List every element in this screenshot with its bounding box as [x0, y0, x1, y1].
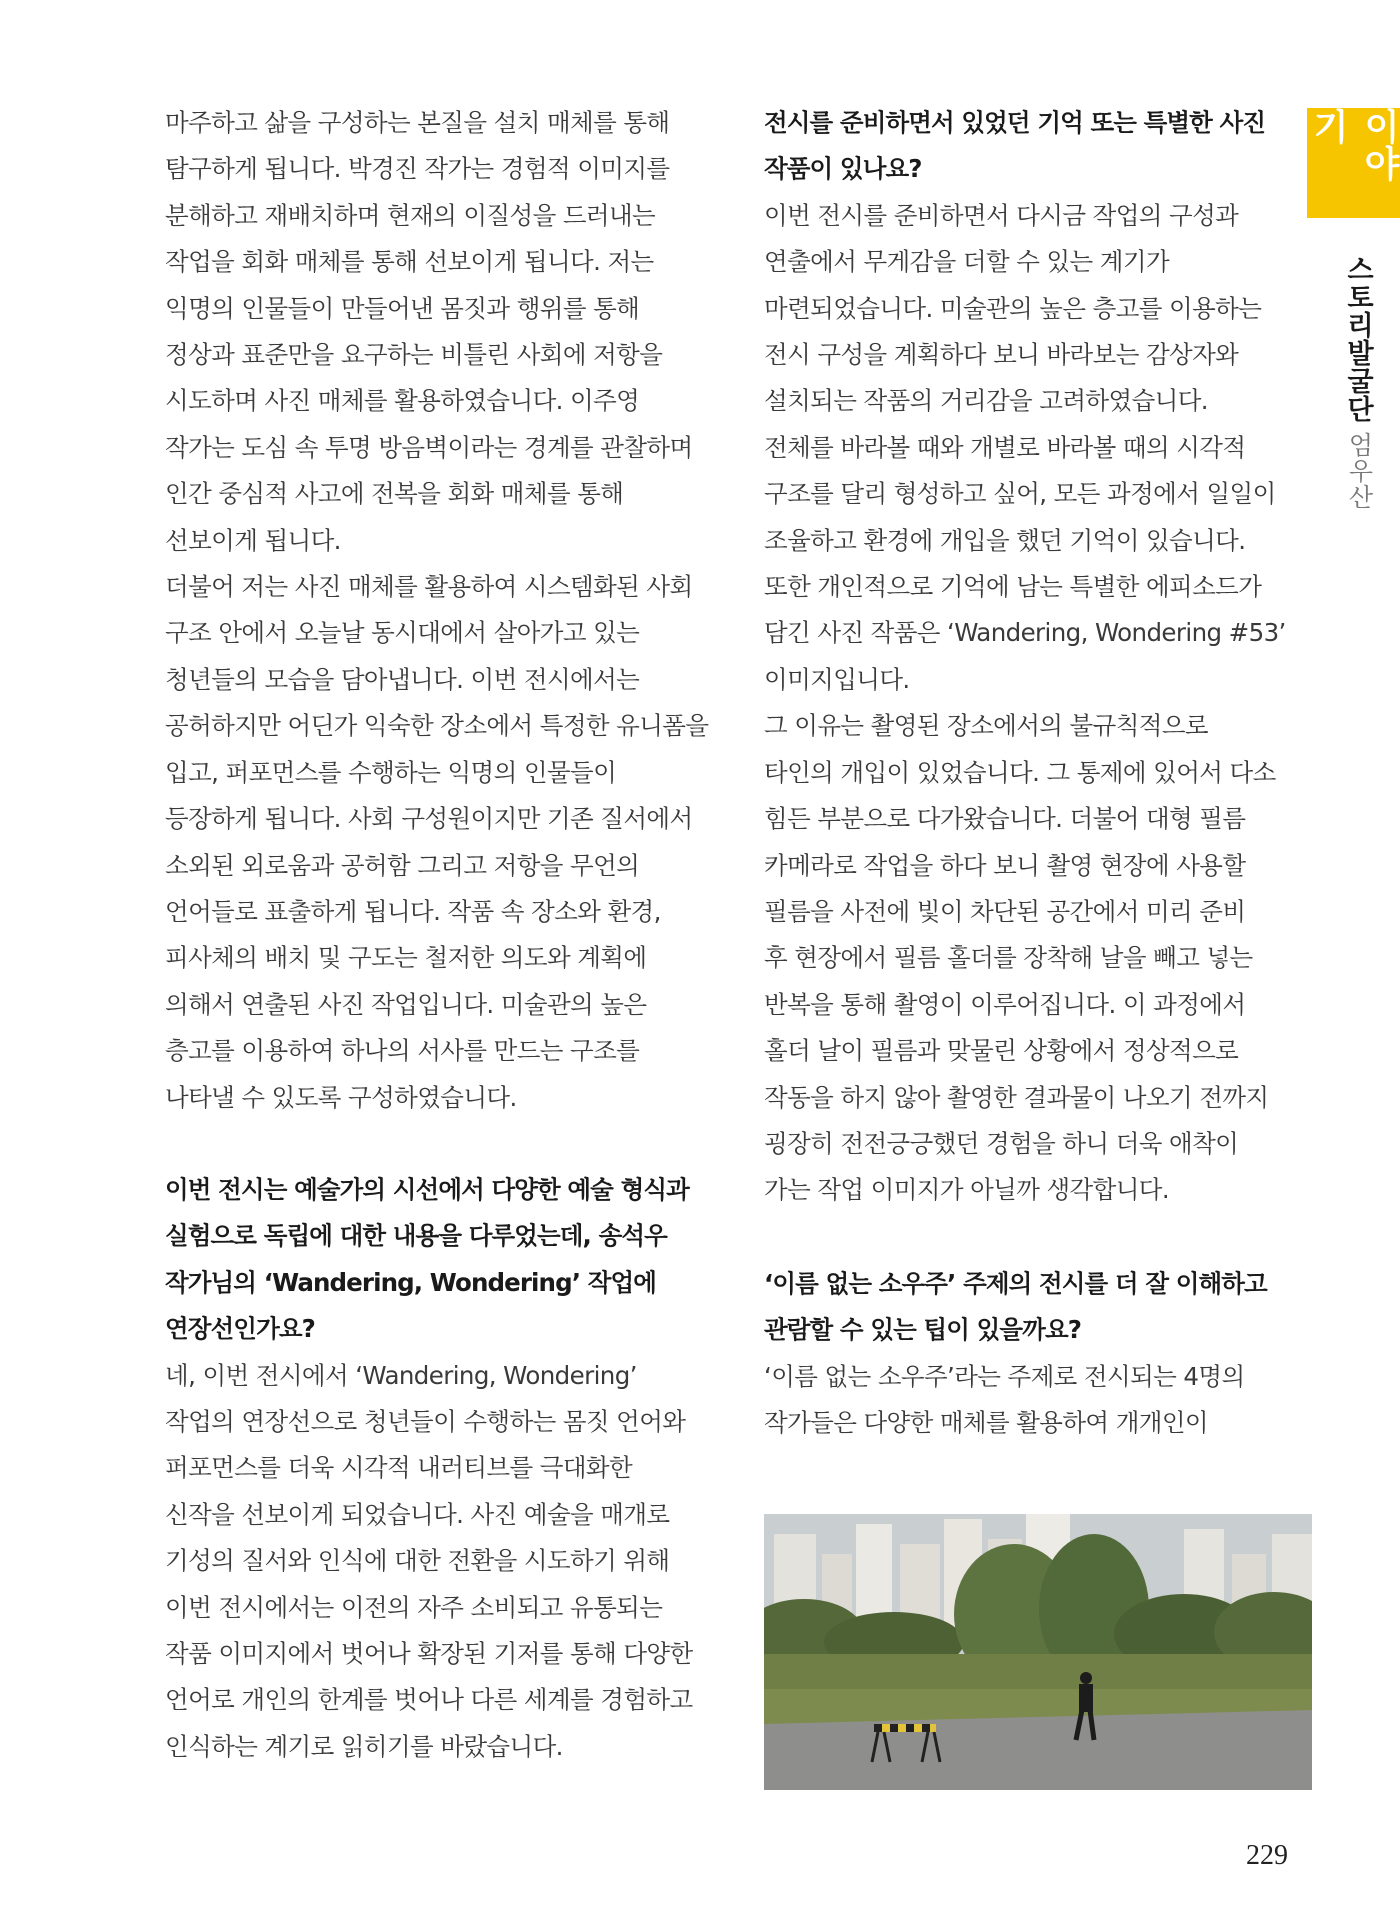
body-text-line: 홀더 날이 필름과 맞물린 상황에서 정상적으로	[764, 1036, 1239, 1066]
body-text-line: 선보이게 됩니다.	[165, 525, 341, 555]
body-text-line: 공허하지만 어딘가 익숙한 장소에서 특정한 유니폼을	[165, 711, 709, 741]
question-line: 실험으로 독립에 대한 내용을 다루었는데, 송석우	[165, 1221, 667, 1251]
question-line: 관람할 수 있는 팁이 있을까요?	[764, 1315, 1082, 1345]
author-name: 엄우산	[1345, 432, 1374, 510]
body-text-line: 퍼포먼스를 더욱 시각적 내러티브를 극대화한	[165, 1453, 633, 1483]
photo-illustration	[764, 1514, 1312, 1790]
body-text-line: 나타낼 수 있도록 구성하였습니다.	[165, 1082, 517, 1112]
body-text-line: 피사체의 배치 및 구도는 철저한 의도와 계획에	[165, 943, 647, 973]
body-text-line: 작업의 연장선으로 청년들이 수행하는 몸짓 언어와	[165, 1406, 686, 1436]
body-text-line: 그 이유는 촬영된 장소에서의 불규칙적으로	[764, 711, 1208, 741]
body-text-line: 더불어 저는 사진 매체를 활용하여 시스템화된 사회	[165, 572, 693, 602]
question-line: 작가님의 ‘Wandering, Wondering’ 작업에	[165, 1267, 657, 1297]
body-text-line: 탐구하게 됩니다. 박경진 작가는 경험적 이미지를	[165, 154, 670, 184]
body-text-line: 소외된 외로움과 공허함 그리고 저항을 무언의	[165, 850, 640, 880]
question-line: 이번 전시는 예술가의 시선에서 다양한 예술 형식과	[165, 1174, 689, 1204]
body-text-line: 설치되는 작품의 거리감을 고려하였습니다.	[764, 386, 1208, 416]
section-tab-label: 이야기	[1307, 108, 1400, 182]
body-text-line: 기성의 질서와 인식에 대한 전환을 시도하기 위해	[165, 1546, 670, 1576]
body-text-line: 필름을 사전에 빛이 차단된 공간에서 미리 준비	[764, 896, 1246, 926]
body-text-line: 의해서 연출된 사진 작업입니다. 미술관의 높은	[165, 989, 647, 1019]
body-text-line: 이번 전시에서는 이전의 자주 소비되고 유통되는	[165, 1592, 663, 1622]
body-text-line: 분해하고 재배치하며 현재의 이질성을 드러내는	[165, 200, 656, 230]
body-text-line: 담긴 사진 작품은 ‘Wandering, Wondering #53’	[764, 618, 1286, 648]
body-text-line: 연출에서 무게감을 더할 수 있는 계기가	[764, 247, 1170, 277]
page-number: 229	[1246, 1840, 1288, 1871]
body-text-line: 작동을 하지 않아 촬영한 결과물이 나오기 전까지	[764, 1082, 1269, 1112]
body-text-line: 작가들은 다양한 매체를 활용하여 개개인이	[764, 1407, 1208, 1437]
body-text-line: 청년들의 모습을 담아냅니다. 이번 전시에서는	[165, 664, 640, 694]
left-text-column	[165, 100, 725, 1770]
body-text-line: 인간 중심적 사고에 전복을 회화 매체를 통해	[165, 479, 624, 509]
body-text-line: 인식하는 계기로 읽히기를 바랐습니다.	[165, 1731, 563, 1761]
body-text-line: 정상과 표준만을 요구하는 비틀린 사회에 저항을	[165, 340, 663, 370]
body-text-line: 구조 안에서 오늘날 동시대에서 살아가고 있는	[165, 618, 640, 648]
body-text-line: 후 현장에서 필름 홀더를 장착해 날을 빼고 넣는	[764, 943, 1253, 973]
paragraph-gap	[764, 1214, 1294, 1261]
body-text-line: 언어로 개인의 한계를 벗어나 다른 세계를 경험하고	[165, 1685, 693, 1715]
section-tab	[1307, 108, 1400, 218]
question-line: 작품이 있나요?	[764, 154, 922, 184]
body-text-line: 전시 구성을 계획하다 보니 바라보는 감상자와	[764, 340, 1239, 370]
body-text-line: 마련되었습니다. 미술관의 높은 층고를 이용하는	[764, 293, 1262, 323]
body-text-line: 구조를 달리 형성하고 싶어, 모든 과정에서 일일이	[764, 479, 1276, 509]
right-text-column	[764, 100, 1294, 1446]
body-text-line: 가는 작업 이미지가 아닐까 생각합니다.	[764, 1175, 1170, 1205]
body-text-line: 시도하며 사진 매체를 활용하였습니다. 이주영	[165, 386, 640, 416]
question-line: ‘이름 없는 소우주’ 주제의 전시를 더 잘 이해하고	[764, 1268, 1267, 1298]
body-text-line: 이미지입니다.	[764, 664, 910, 694]
body-text-line: 작가는 도심 속 투명 방음벽이라는 경계를 관찰하며	[165, 432, 693, 462]
body-text-line: 입고, 퍼포먼스를 수행하는 익명의 인물들이	[165, 757, 617, 787]
body-text-line: 조율하고 환경에 개입을 했던 기억이 있습니다.	[764, 525, 1246, 555]
body-text-line: 또한 개인적으로 기억에 남는 특별한 에피소드가	[764, 572, 1262, 602]
body-text-line: 층고를 이용하여 하나의 서사를 만드는 구조를	[165, 1036, 640, 1066]
body-text-line: 굉장히 전전긍긍했던 경험을 하니 더욱 애착이	[764, 1128, 1239, 1158]
body-text-line: 작품 이미지에서 벗어나 확장된 기저를 통해 다양한	[165, 1639, 693, 1668]
question-line: 연장선인가요?	[165, 1314, 315, 1344]
body-text-line: 힘든 부분으로 다가왔습니다. 더불어 대형 필름	[764, 804, 1246, 834]
body-text-line: 타인의 개입이 있었습니다. 그 통제에 있어서 다소	[764, 757, 1276, 787]
body-text-line: 반복을 통해 촬영이 이루어집니다. 이 과정에서	[764, 989, 1246, 1019]
section-title: 스토리발굴단	[1342, 255, 1373, 423]
body-text-line: 카메라로 작업을 하다 보니 촬영 현장에 사용할	[764, 850, 1246, 880]
body-text-line: 신작을 선보이게 되었습니다. 사진 예술을 매개로	[165, 1499, 670, 1529]
body-text-line: ‘이름 없는 소우주’라는 주제로 전시되는 4명의	[764, 1361, 1245, 1391]
paragraph-gap	[165, 1121, 725, 1167]
body-text-line: 등장하게 됩니다. 사회 구성원이지만 기존 질서에서	[165, 804, 693, 834]
exhibition-photo	[764, 1514, 1312, 1790]
body-text-line: 작업을 회화 매체를 통해 선보이게 됩니다. 저는	[165, 247, 654, 277]
body-text-line: 전체를 바라볼 때와 개별로 바라볼 때의 시각적	[764, 432, 1246, 462]
body-text-line: 익명의 인물들이 만들어낸 몸짓과 행위를 통해	[165, 293, 640, 323]
body-text-line: 네, 이번 전시에서 ‘Wandering, Wondering’	[165, 1360, 637, 1390]
body-text-line: 이번 전시를 준비하면서 다시금 작업의 구성과	[764, 200, 1239, 230]
body-text-line: 언어들로 표출하게 됩니다. 작품 속 장소와 환경,	[165, 896, 661, 926]
body-text-line: 마주하고 삶을 구성하는 본질을 설치 매체를 통해	[165, 108, 670, 137]
question-line: 전시를 준비하면서 있었던 기억 또는 특별한 사진	[764, 108, 1266, 137]
